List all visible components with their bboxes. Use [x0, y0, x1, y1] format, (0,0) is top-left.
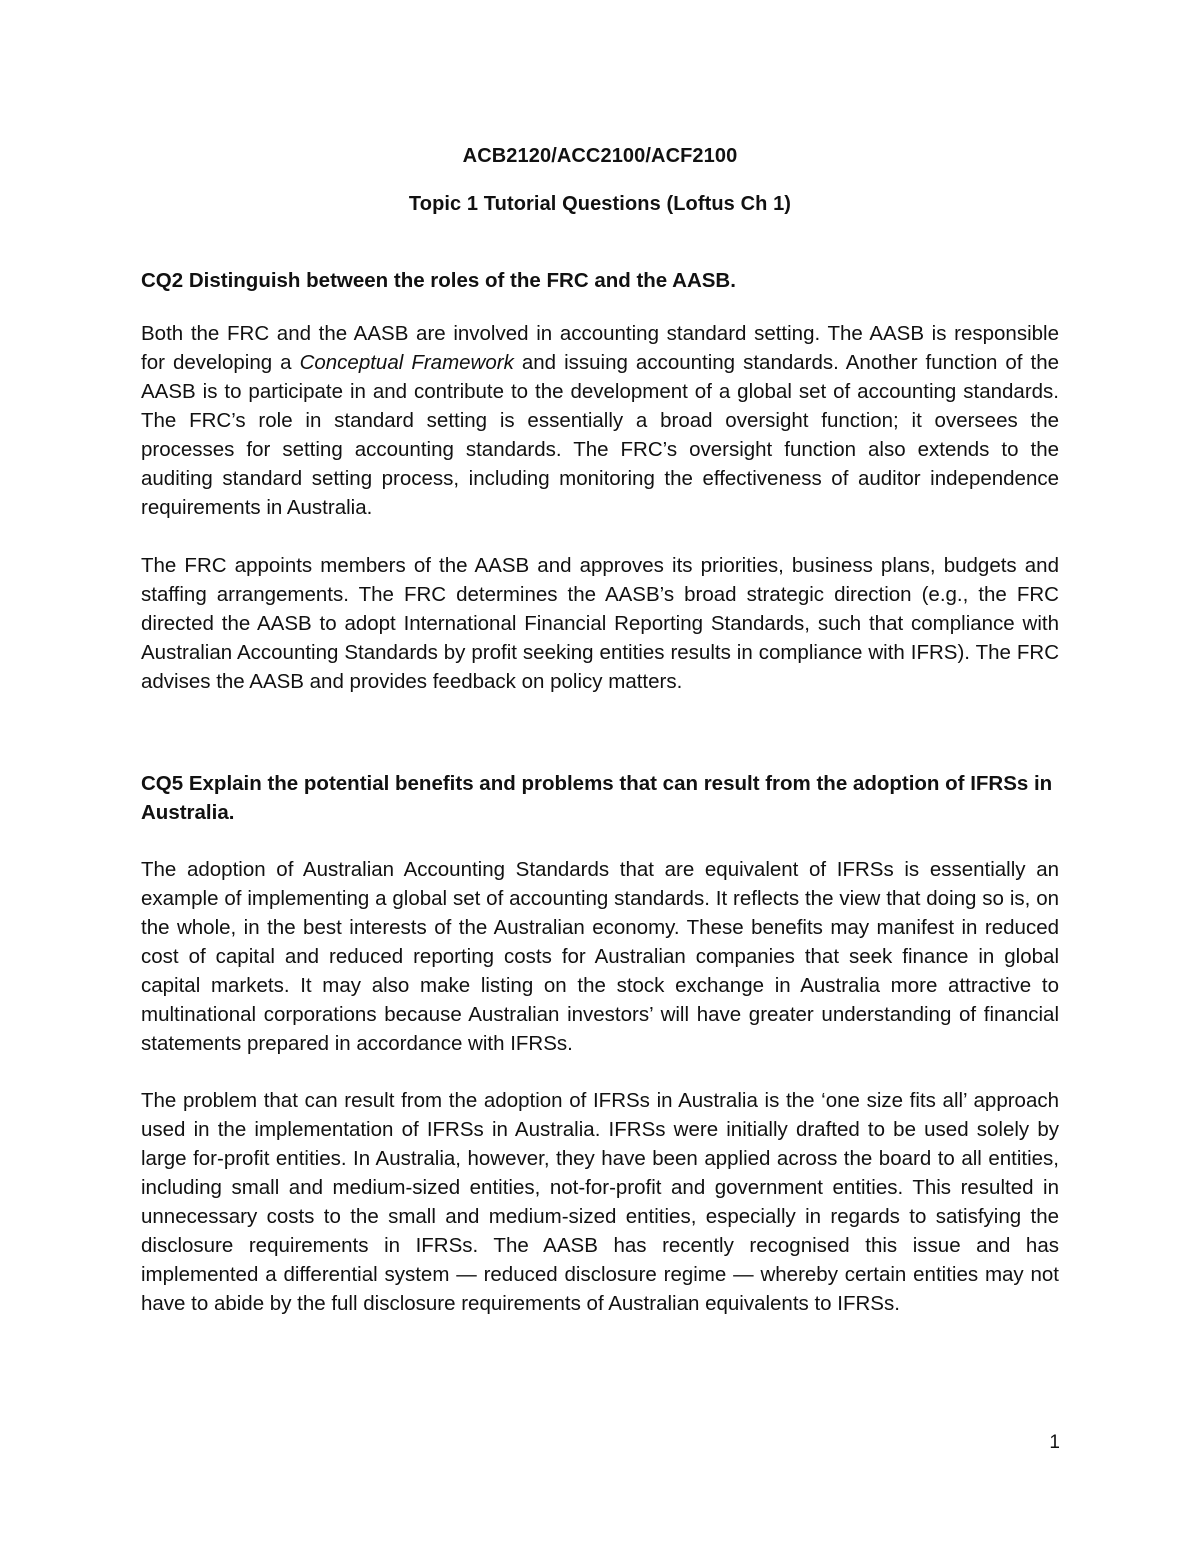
- question-cq2-title: CQ2 Distinguish between the roles of the FRC and the AASB.: [141, 269, 736, 292]
- course-code-heading: ACB2120/ACC2100/ACF2100: [462, 145, 738, 167]
- question-cq5-title: CQ5 Explain the potential benefits and problems that can result from the adoption of IFRSs in Australia.: [141, 772, 1053, 824]
- question-cq5-answer-paragraph-2: The problem that can result from the adoption of IFRSs in Australia is the ‘one size fits all’ approach used in the implementation of IFRSs in Australia. IFRSs were initially drafted to be used solely by large for-profit entities. In Australia, however, they have been applied across the board to all entities, including small and medium-sized entities, not-for-profit and government entities. This resulted in unnecessary costs to the small and medium-sized entities, especially in regards to satisfying the disclosure requirements in IFRSs. The AASB has recently recognised this issue and has implemented a differential system — reduced disclosure regime — whereby certain entities may not have to abide by the full disclosure requirements of Australian equivalents to IFRSs.: [141, 1089, 1059, 1315]
- answer-text: Both the FRC and the AASB are involved in accounting standard setting. The AASB is responsible for developing a: [141, 322, 1059, 374]
- document-subtitle: Topic 1 Tutorial Questions (Loftus Ch 1): [408, 193, 792, 215]
- question-cq5-answer-paragraph-1: The adoption of Australian Accounting Standards that are equivalent of IFRSs is essentially an example of implementing a global set of accounting standards. It reflects the view that doing so is, on the whole, in the best interests of the Australian economy. These benefits may manifest in reduced cost of capital and reduced reporting costs for Australian companies that seek finance in global capital markets. It may also make listing on the stock exchange in Australia more attractive to multinational corporations because Australian investors’ will have greater understanding of financial statements prepared in accordance with IFRSs.: [141, 858, 1059, 1055]
- question-cq2-answer-paragraph-2: The FRC appoints members of the AASB and approves its priorities, business plans, budgets and staffing arrangements. The FRC determines the AASB’s broad strategic direction (e.g., the FRC directed the AASB to adopt International Financial Reporting Standards, such that compliance with Australian Accounting Standards by profit seeking entities results in compliance with IFRS). The FRC advises the AASB and provides feedback on policy matters.: [141, 554, 1059, 693]
- answer-text-italic: Conceptual Framework: [299, 351, 514, 374]
- page-number: 1: [1049, 1432, 1060, 1453]
- answer-text: and issuing accounting standards. Another function of the AASB is to participate in and contribute to the development of a global set of accounting standards. The FRC’s role in standard setting is essentially a broad oversight function; it oversees the processes for setting accounting standards. The FRC’s oversight function also extends to the auditing standard setting process, including monitoring the effectiveness of auditor independence requirements in Australia.: [141, 351, 1059, 519]
- question-cq2-answer-paragraph-1: [141, 319, 1059, 522]
